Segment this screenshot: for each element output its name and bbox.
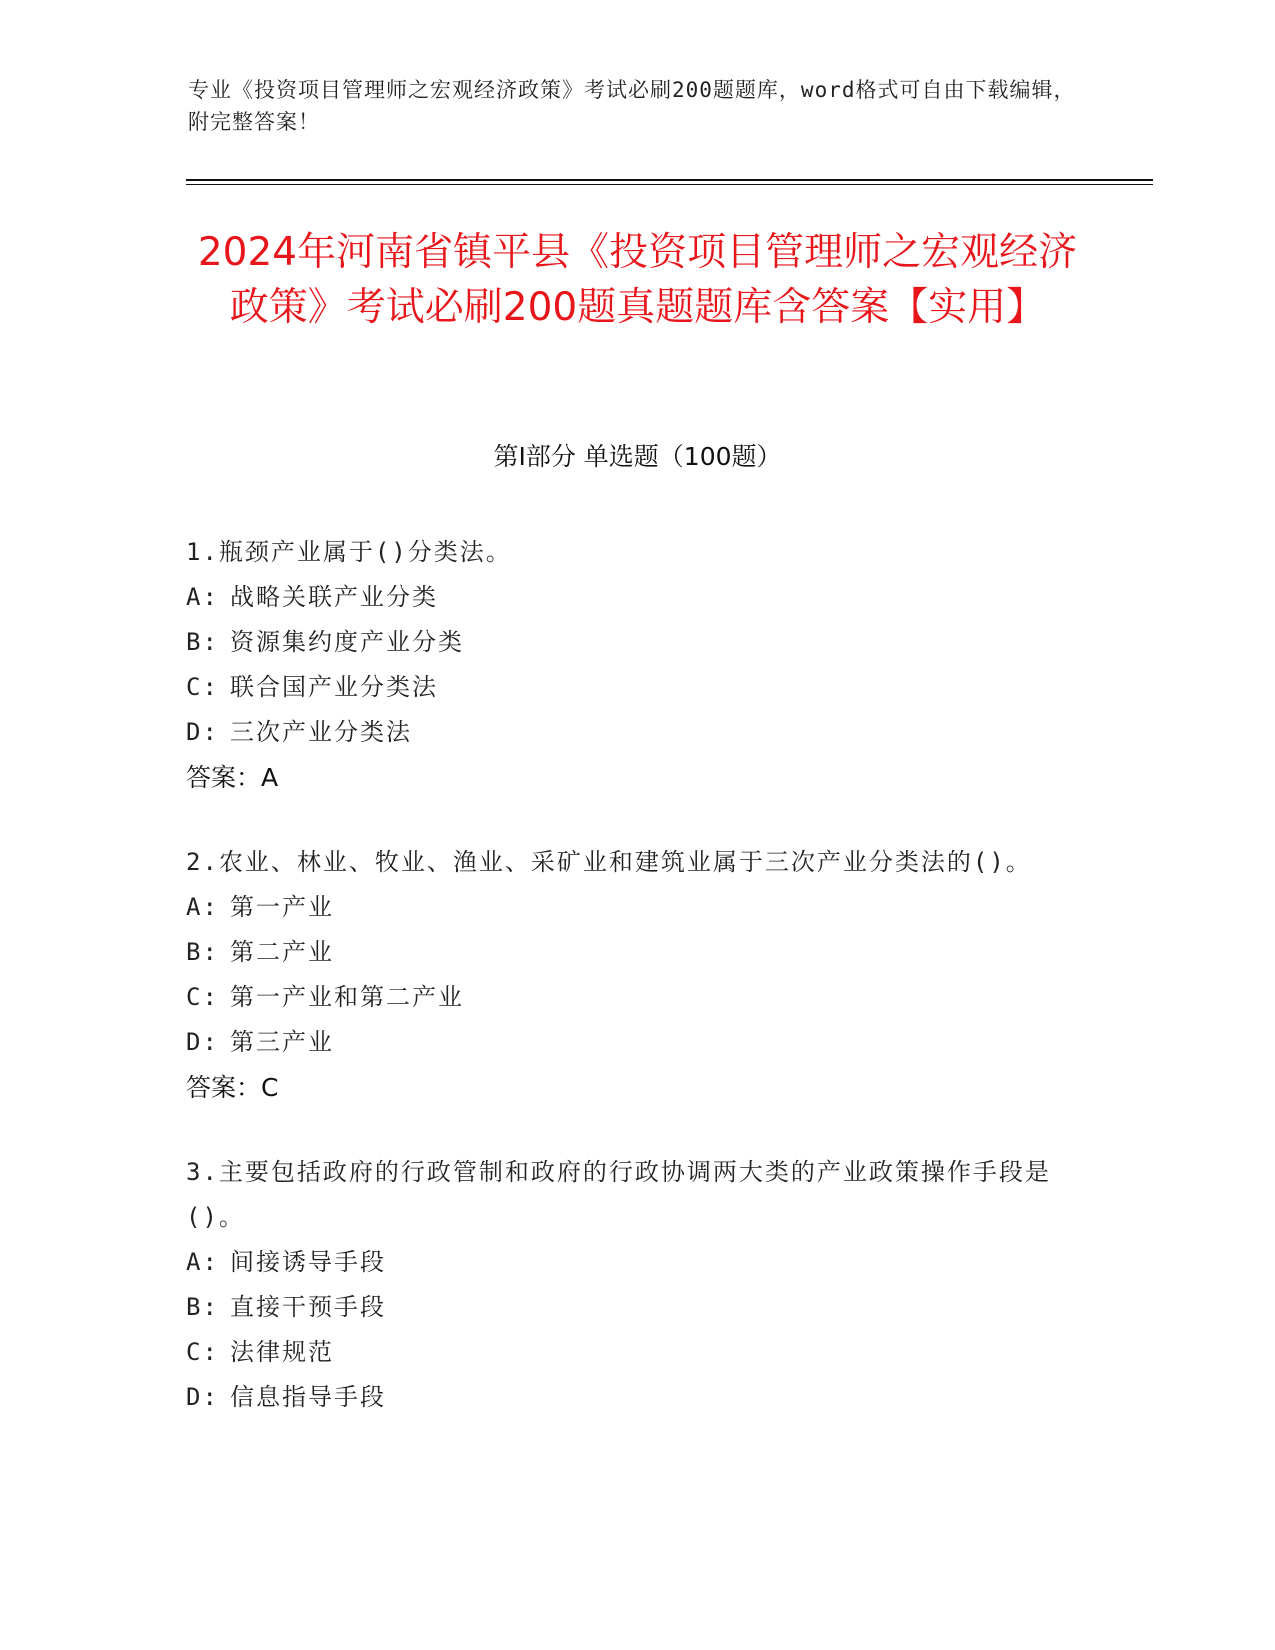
option-c	[186, 1330, 1066, 1375]
option-a	[186, 575, 1066, 620]
question-list	[186, 530, 1066, 1460]
option-c	[186, 665, 1066, 710]
option-b	[186, 620, 1066, 665]
option-text: 战略关联产业分类	[230, 583, 438, 611]
option-b	[186, 1285, 1066, 1330]
section-title: 第I部分 单选题（100题）	[493, 442, 782, 471]
option-text: 信息指导手段	[230, 1383, 386, 1411]
answer-line: 答案：C	[186, 1073, 279, 1102]
option-text: 直接干预手段	[230, 1293, 386, 1321]
option-key: C:	[186, 673, 219, 701]
option-key: D:	[186, 1383, 219, 1411]
option-d	[186, 710, 1066, 755]
header-rule-thick	[186, 179, 1153, 181]
option-text: 间接诱导手段	[230, 1248, 386, 1276]
option-key: B:	[186, 628, 219, 656]
option-key: A:	[186, 893, 219, 921]
option-text: 资源集约度产业分类	[230, 628, 464, 656]
option-text: 第一产业	[230, 893, 334, 921]
option-key: C:	[186, 1338, 219, 1366]
header-rule-thin	[186, 184, 1153, 185]
header-note: 专业《投资项目管理师之宏观经济政策》考试必刷200题题库，word格式可自由下载编辑，附完整答案！	[188, 78, 1076, 134]
document-title: 2024年河南省镇平县《投资项目管理师之宏观经济政策》考试必刷200题真题题库含答案【实用】	[197, 230, 1078, 330]
option-text: 三次产业分类法	[230, 718, 412, 746]
option-key: B:	[186, 1293, 219, 1321]
option-key: A:	[186, 583, 219, 611]
question-stem: 3.主要包括政府的行政管制和政府的行政协调两大类的产业政策操作手段是()。	[186, 1158, 1051, 1231]
question-stem: 1.瓶颈产业属于()分类法。	[186, 538, 512, 566]
option-d	[186, 1375, 1066, 1420]
option-d	[186, 1020, 1066, 1065]
option-key: A:	[186, 1248, 219, 1276]
option-text: 第一产业和第二产业	[230, 983, 464, 1011]
option-key: B:	[186, 938, 219, 966]
option-c	[186, 975, 1066, 1020]
option-text: 法律规范	[230, 1338, 334, 1366]
option-key: C:	[186, 983, 219, 1011]
question-1	[186, 530, 1066, 800]
option-text: 第二产业	[230, 938, 334, 966]
option-text: 联合国产业分类法	[230, 673, 438, 701]
question-stem: 2.农业、林业、牧业、渔业、采矿业和建筑业属于三次产业分类法的()。	[186, 848, 1032, 876]
option-a	[186, 1240, 1066, 1285]
option-a	[186, 885, 1066, 930]
option-key: D:	[186, 718, 219, 746]
question-3	[186, 1150, 1066, 1420]
answer-line: 答案：A	[186, 763, 279, 792]
question-2	[186, 840, 1066, 1110]
option-text: 第三产业	[230, 1028, 334, 1056]
option-b	[186, 930, 1066, 975]
option-key: D:	[186, 1028, 219, 1056]
